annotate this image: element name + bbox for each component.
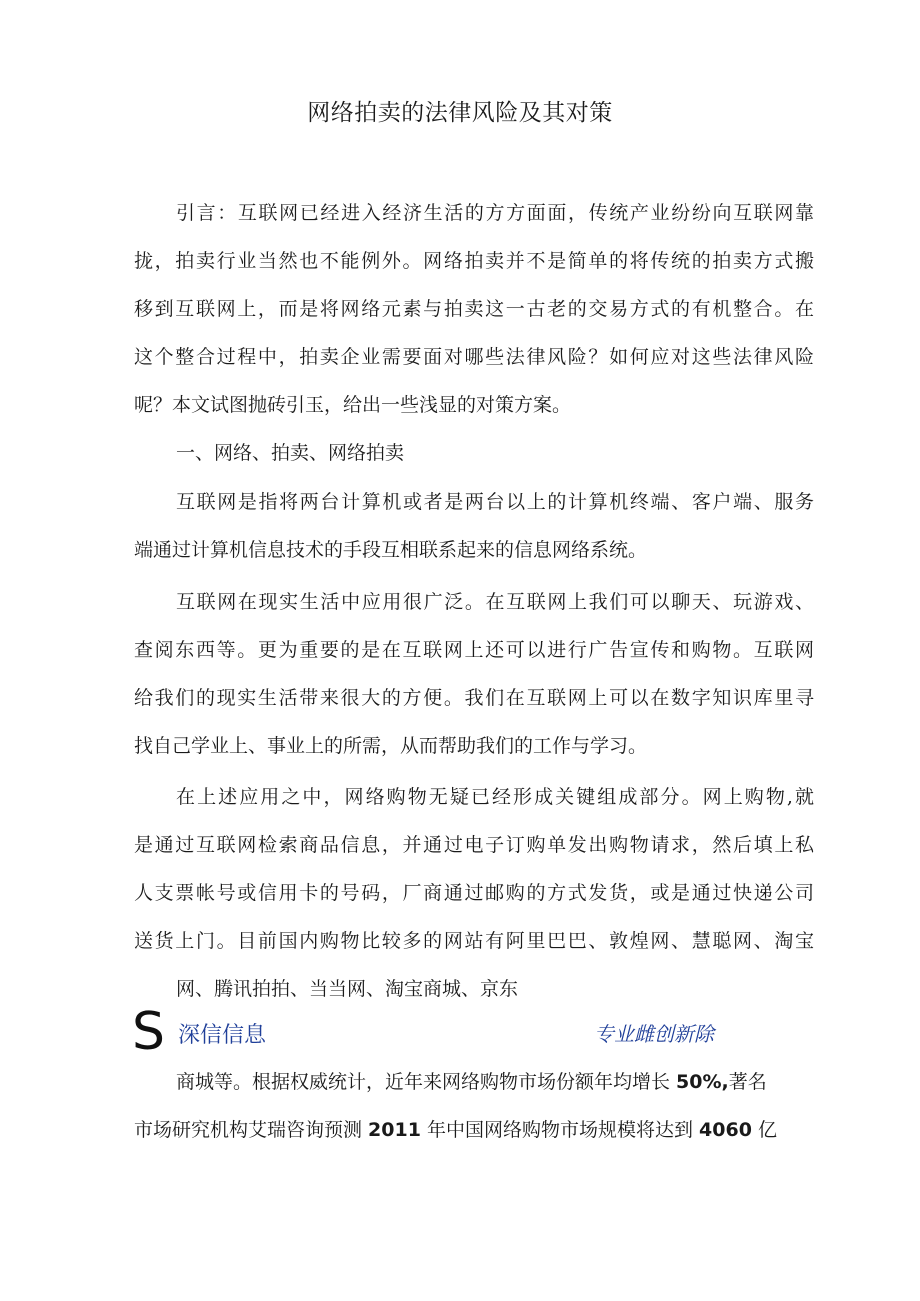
text-line: [134, 1106, 814, 1154]
stat-number: 4060: [699, 1119, 752, 1141]
text-line: 端通过计算机信息技术的手段互相联系起来的信息网络系统。: [134, 539, 648, 561]
section-heading: [134, 429, 814, 477]
text-segment: 商城等。根据权威统计，近年来网络购物市场份额年均增长: [176, 1071, 677, 1093]
paragraph-internet-uses: [134, 578, 814, 770]
text-line: 这个整合过程中，拍卖企业需要面对哪些法律风险？如何应对这些法律风险: [134, 346, 814, 368]
text-line: 是通过互联网检索商品信息，并通过电子订购单发出购物请求，然后填上私: [134, 834, 814, 856]
text-line: 引言：互联网已经进入经济生活的方方面面，传统产业纷纷向互联网靠: [176, 202, 814, 224]
text-line: 找自己学业上、事业上的所需，从而帮助我们的工作与学习。: [134, 735, 648, 757]
text-line: 拢，拍卖行业当然也不能例外。网络拍卖并不是简单的将传统的拍卖方式搬: [134, 250, 814, 272]
text-line: 在上述应用之中，网络购物无疑已经形成关键组成部分。网上购物,就: [176, 786, 814, 808]
text-line: 网、腾讯拍拍、当当网、淘宝商城、京东: [176, 978, 519, 1000]
text-segment: 年中国网络购物市场规模将达到: [420, 1119, 700, 1141]
text-segment: 亿: [751, 1119, 777, 1141]
text-line: 互联网在现实生活中应用很广泛。在互联网上我们可以聊天、玩游戏、: [176, 591, 814, 613]
stat-number: 2011: [368, 1119, 421, 1141]
company-slogan: 专业雌创新除: [594, 1022, 714, 1046]
text-line: 给我们的现实生活带来很大的方便。我们在互联网上可以在数字知识库里寻: [134, 687, 814, 709]
text-segment: 著名: [728, 1071, 767, 1093]
paragraph-market-stats: [134, 1058, 814, 1154]
page-footer-banner: [132, 1002, 752, 1062]
company-logo-letter: S: [132, 1002, 166, 1062]
text-segment: 市场研究机构艾瑞咨询预测: [134, 1119, 369, 1141]
intro-paragraph: [134, 189, 814, 429]
heading-text: 一、网络、拍卖、网络拍卖: [176, 442, 405, 464]
text-line: 互联网是指将两台计算机或者是两台以上的计算机终端、客户端、服务: [176, 491, 814, 513]
company-name: 深信信息: [178, 1023, 267, 1048]
stat-number: 50%,: [676, 1071, 729, 1093]
paragraph-online-shopping: [134, 773, 814, 1013]
paragraph-internet-definition: [134, 478, 814, 574]
text-line: 查阅东西等。更为重要的是在互联网上还可以进行广告宣传和购物。互联网: [134, 639, 814, 661]
text-line: 送货上门。目前国内购物比较多的网站有阿里巴巴、敦煌网、慧聪网、淘宝: [134, 930, 814, 952]
text-line: 呢？本文试图抛砖引玉，给出一些浅显的对策方案。: [134, 394, 572, 416]
text-line: [134, 1058, 814, 1106]
document-title: 网络拍卖的法律风险及其对策: [307, 100, 613, 126]
text-line: 人支票帐号或信用卡的号码，厂商通过邮购的方式发货，或是通过快递公司: [134, 882, 814, 904]
text-line: 移到互联网上，而是将网络元素与拍卖这一古老的交易方式的有机整合。在: [134, 298, 814, 320]
